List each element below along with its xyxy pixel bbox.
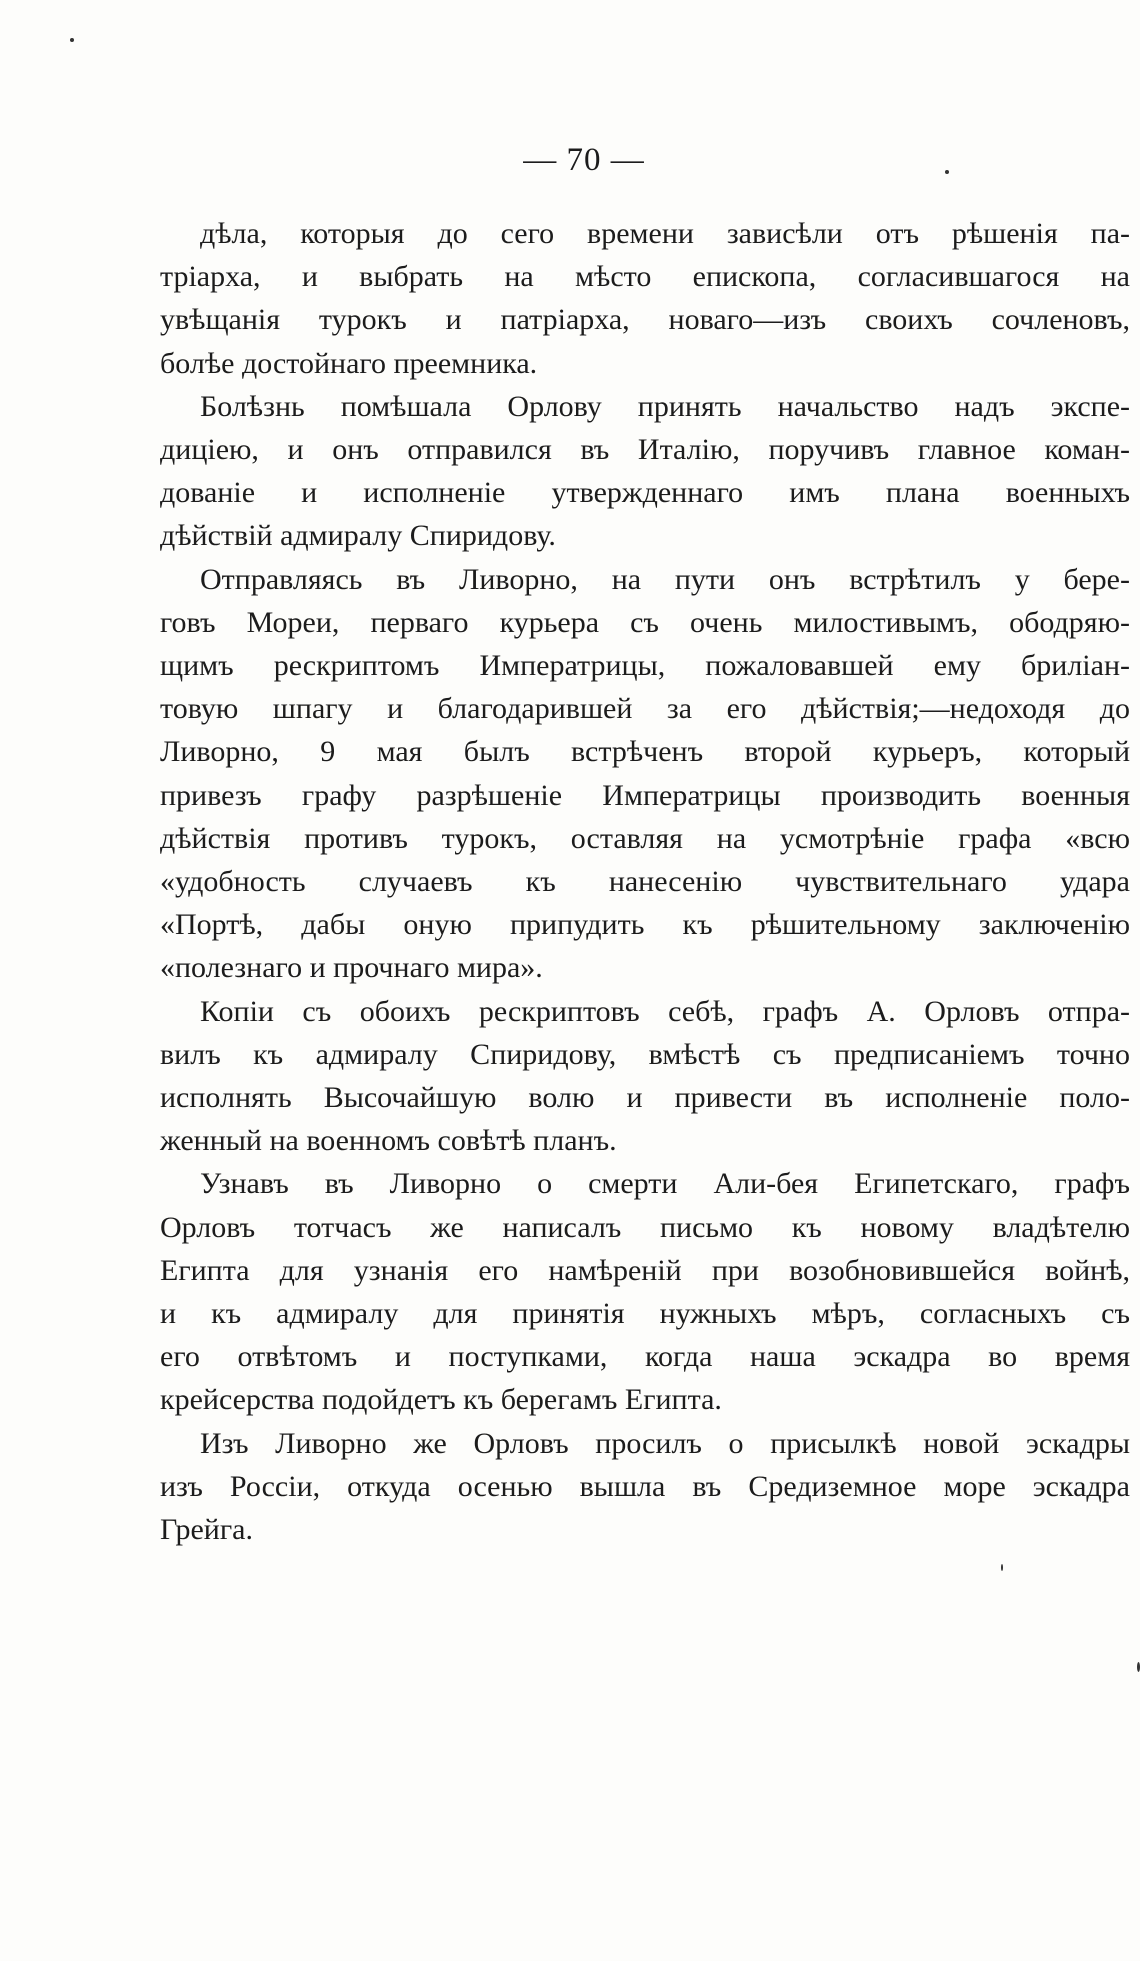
text-line: щимъ рескриптомъ Императрицы, пожаловавшей ему бриліан- [160, 649, 1130, 683]
paragraph [160, 990, 1130, 1163]
text-line: Орловъ тотчасъ же написалъ письмо къ новому владѣтелю [160, 1210, 1130, 1244]
text-line: Египта для узнанія его намѣреній при возобновившейся войнѣ, [160, 1253, 1130, 1287]
text-line: говъ Мореи, перваго курьера съ очень милостивымъ, ободряю- [160, 605, 1130, 639]
text-line: диціею, и онъ отправился въ Италію, поручивъ главное коман- [160, 433, 1130, 467]
body-text [160, 212, 1130, 1551]
text-line: Узнавъ въ Ливорно о смерти Али-бея Египетскаго, графъ [200, 1167, 1130, 1201]
text-line: крейсерства подойдетъ къ берегамъ Египта. [160, 1383, 722, 1417]
text-line: товую шпагу и благодарившей за его дѣйствія;—недоходя до [160, 692, 1130, 726]
paragraph [160, 385, 1130, 558]
text-line: «полезнаго и прочнаго мира». [160, 951, 543, 985]
text-line: увѣщанія турокъ и патріарха, новаго—изъ своихъ сочленовъ, [160, 303, 1130, 337]
text-line: дованіе и исполненіе утвержденнаго имъ плана военныхъ [160, 476, 1130, 510]
text-line: «Портѣ, дабы оную припудить къ рѣшительному заключенію [160, 908, 1130, 942]
scan-speck [1001, 1564, 1003, 1571]
text-line: болѣе достойнаго преемника. [160, 346, 538, 380]
text-line: Изъ Ливорно же Орловъ просилъ о присылкѣ новой эскадры [200, 1426, 1130, 1460]
text-line: изъ Россіи, откуда осенью вышла въ Средиземное море эскадра [160, 1469, 1130, 1503]
text-line: дѣйствій адмиралу Спиридову. [160, 519, 556, 553]
text-line: дѣйствія противъ турокъ, оставляя на усмотрѣніе графа «всю [160, 821, 1130, 855]
paragraph [160, 558, 1130, 990]
text-line: Грейга. [160, 1513, 253, 1547]
paragraph [160, 212, 1130, 385]
text-line: Ливорно, 9 мая былъ встрѣченъ второй курьеръ, который [160, 735, 1130, 769]
text-line: Копіи съ обоихъ рескриптовъ себѣ, графъ А. Орловъ отпра- [200, 994, 1130, 1028]
text-line: Отправляясь въ Ливорно, на пути онъ встрѣтилъ у бере- [200, 562, 1130, 596]
text-line: Болѣзнь помѣшала Орлову принять начальство надъ экспе- [200, 389, 1130, 423]
text-line: дѣла, которыя до сего времени зависѣли отъ рѣшенія па- [200, 217, 1130, 250]
text-line: привезъ графу разрѣшеніе Императрицы производить военныя [160, 778, 1130, 812]
text-line: вилъ къ адмиралу Спиридову, вмѣстѣ съ предписаніемъ точно [160, 1037, 1130, 1071]
scan-speck [70, 38, 74, 42]
scan-speck [945, 170, 949, 174]
paragraph [160, 1162, 1130, 1421]
text-line: женный на военномъ совѣтѣ планъ. [160, 1124, 617, 1158]
page-number: — 70 — [523, 142, 645, 178]
text-line: и къ адмиралу для принятія нужныхъ мѣръ, согласныхъ съ [160, 1297, 1130, 1331]
text-line: «удобность случаевъ къ нанесенію чувствительнаго удара [160, 865, 1130, 899]
text-line: исполнять Высочайшую волю и привести въ исполненіе поло- [160, 1081, 1130, 1115]
paragraph [160, 1422, 1130, 1552]
text-line: тріарха, и выбрать на мѣсто епископа, согласившагося на [160, 260, 1130, 294]
text-line: его отвѣтомъ и поступками, когда наша эскадра во время [160, 1340, 1130, 1374]
